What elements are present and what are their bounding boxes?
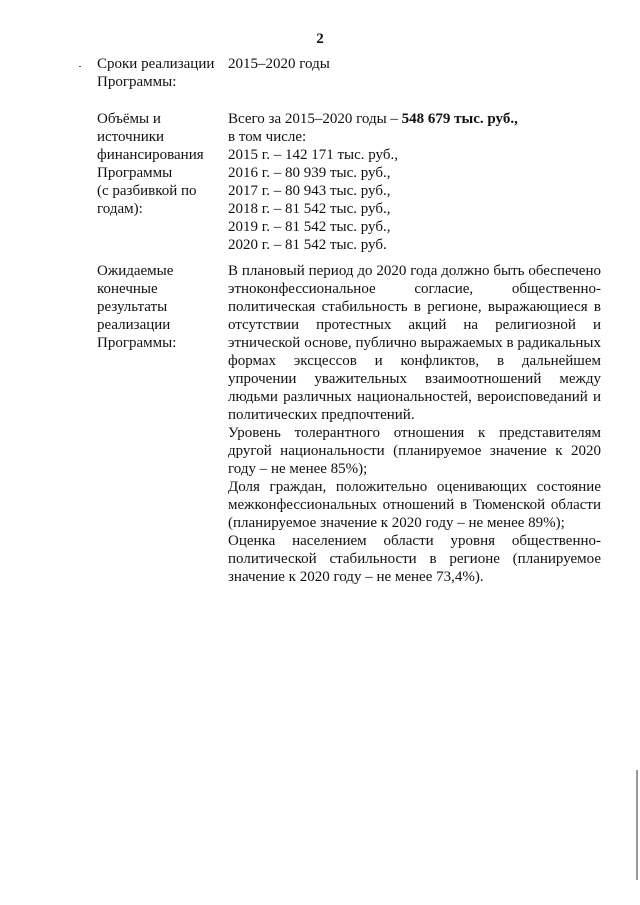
funding-including: в том числе: xyxy=(228,129,307,145)
funding-year-2019: 2019 г. – 81 542 тыс. руб., xyxy=(228,219,391,235)
results-label: Ожидаемые конечные результаты реализации Программы: xyxy=(97,263,177,351)
page-number: 2 xyxy=(316,31,324,47)
funding-year-2018: 2018 г. – 81 542 тыс. руб., xyxy=(228,201,391,217)
results-paragraph-main: В плановый период до 2020 года должно быть обеспечено этноконфессиональное согласие, общественно-политическая стабильность в регионе, выражающиеся в отсутствии протестных акций на религиозной и этнической основе, публично выражаемых в радикальных формах эксцессов и конфликтов, в дальнейшем упрочении уважительных взаимоотношений между людьми различных национальностей, вероисповеданий и политических предпочтений. xyxy=(228,263,601,423)
results-paragraph-stability: Оценка населением области уровня общественно-политической стабильности в регионе (планируемое значение к 2020 году – не менее 73,4%). xyxy=(228,533,601,585)
scan-artifact xyxy=(79,66,81,67)
period-label: Сроки реализации Программы: xyxy=(97,56,215,90)
scan-edge-artifact xyxy=(636,770,638,880)
period-row xyxy=(97,55,601,95)
results-paragraph-tolerance: Уровень толерантного отношения к представителям другой национальности (планируемое значение к 2020 году – не менее 85%); xyxy=(228,425,601,477)
funding-label: Объёмы и источники финансирования Программы (с разбивкой по годам): xyxy=(97,111,204,217)
funding-year-2017: 2017 г. – 80 943 тыс. руб., xyxy=(228,183,391,199)
funding-total-line xyxy=(228,110,601,128)
funding-year-2016: 2016 г. – 80 939 тыс. руб., xyxy=(228,165,391,181)
funding-total-prefix: Всего за 2015–2020 годы – xyxy=(228,111,402,127)
funding-row xyxy=(97,110,601,253)
results-value-cell xyxy=(228,262,601,586)
results-paragraph-interfaith: Доля граждан, положительно оценивающих состояние межконфессиональных отношений в Тюменской области (планируемое значение к 2020 году – не менее 89%); xyxy=(228,479,601,531)
funding-total-amount: 548 679 тыс. руб., xyxy=(401,111,518,127)
funding-year-2020: 2020 г. – 81 542 тыс. руб. xyxy=(228,237,387,253)
period-value-cell xyxy=(228,55,601,73)
funding-year-2015: 2015 г. – 142 171 тыс. руб., xyxy=(228,147,398,163)
period-value: 2015–2020 годы xyxy=(228,56,330,72)
results-row xyxy=(97,262,601,622)
funding-value-cell xyxy=(228,110,601,254)
